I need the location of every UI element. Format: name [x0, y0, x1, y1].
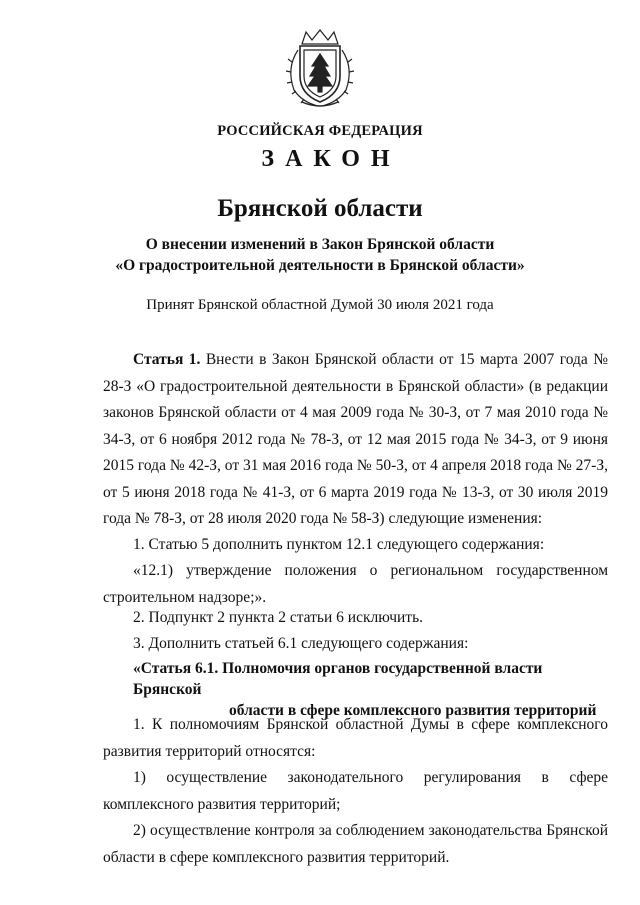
item-1-quote-line-1: «12.1) утверждение положения о региональном государственном	[133, 562, 608, 579]
coat-of-arms-icon	[280, 28, 360, 110]
article-6-1-para-1: 1. К полномочиям Брянской областной Думы в сфере комплексного развития территорий относятся:	[103, 716, 608, 760]
article-1-text: Внести в Закон Брянской области от 15 марта 2007 года № 28-З «О градостроительной деятельности в Брянской области» (в редакции законов Брянской области от 4 мая 2009 года № 30-З, от 7 мая 2010 года № 34-З, от 6 ноября 2012 года № 78-З, от 12 мая 2015 года № 34-З, от 9 июня 2015 года № 42-З, от 31 мая 2016 года № 50-З, от 4 апреля 2018 года № 27-З, от 5 июня 2018 года № 41-З, от 6 марта 2019 года № 13-З, от 30 июля 2019 года № 78-З, от 28 июля 2020 года № 58-З) следующие изменения:	[103, 351, 608, 527]
law-title-line-1: О внесении изменений в Закон Брянской области	[145, 236, 495, 253]
article-6-1-sub-1	[103, 765, 608, 818]
article-6-1-sub-1-line-2: комплексного развития территорий;	[103, 795, 341, 813]
region-heading: Брянской области	[217, 195, 423, 222]
article-6-1-heading-line-2: области в сфере комплексного развития территорий	[229, 702, 597, 719]
law-title	[0, 234, 640, 276]
article-1-label: Статья 1.	[133, 351, 201, 368]
item-1-quote	[103, 558, 608, 611]
article-6-1-sub-2: 2) осуществление контроля за соблюдением законодательства Брянской области в сфере комплексного развития территорий.	[103, 822, 608, 866]
adoption-note: Принят Брянской областной Думой 30 июля 2021 года	[146, 297, 494, 313]
article-6-1-heading-line-1: «Статья 6.1. Полномочия органов государственной власти Брянской	[133, 660, 543, 698]
country-heading: РОССИЙСКАЯ ФЕДЕРАЦИЯ	[217, 123, 423, 139]
law-heading: ЗАКОН	[261, 146, 401, 172]
article-1	[103, 347, 608, 533]
item-1-quote-line-2: строительном надзоре;».	[103, 588, 267, 606]
item-2: 2. Подпункт 2 пункта 2 статьи 6 исключить.	[133, 609, 424, 626]
article-6-1-sub-1-line-1: 1) осуществление законодательного регулирования в сфере	[133, 769, 608, 786]
item-1: 1. Статью 5 дополнить пунктом 12.1 следующего содержания:	[133, 536, 545, 553]
law-title-line-2: «О градостроительной деятельности в Брянской области»	[115, 257, 525, 274]
item-3: 3. Дополнить статьей 6.1 следующего содержания:	[133, 635, 469, 652]
